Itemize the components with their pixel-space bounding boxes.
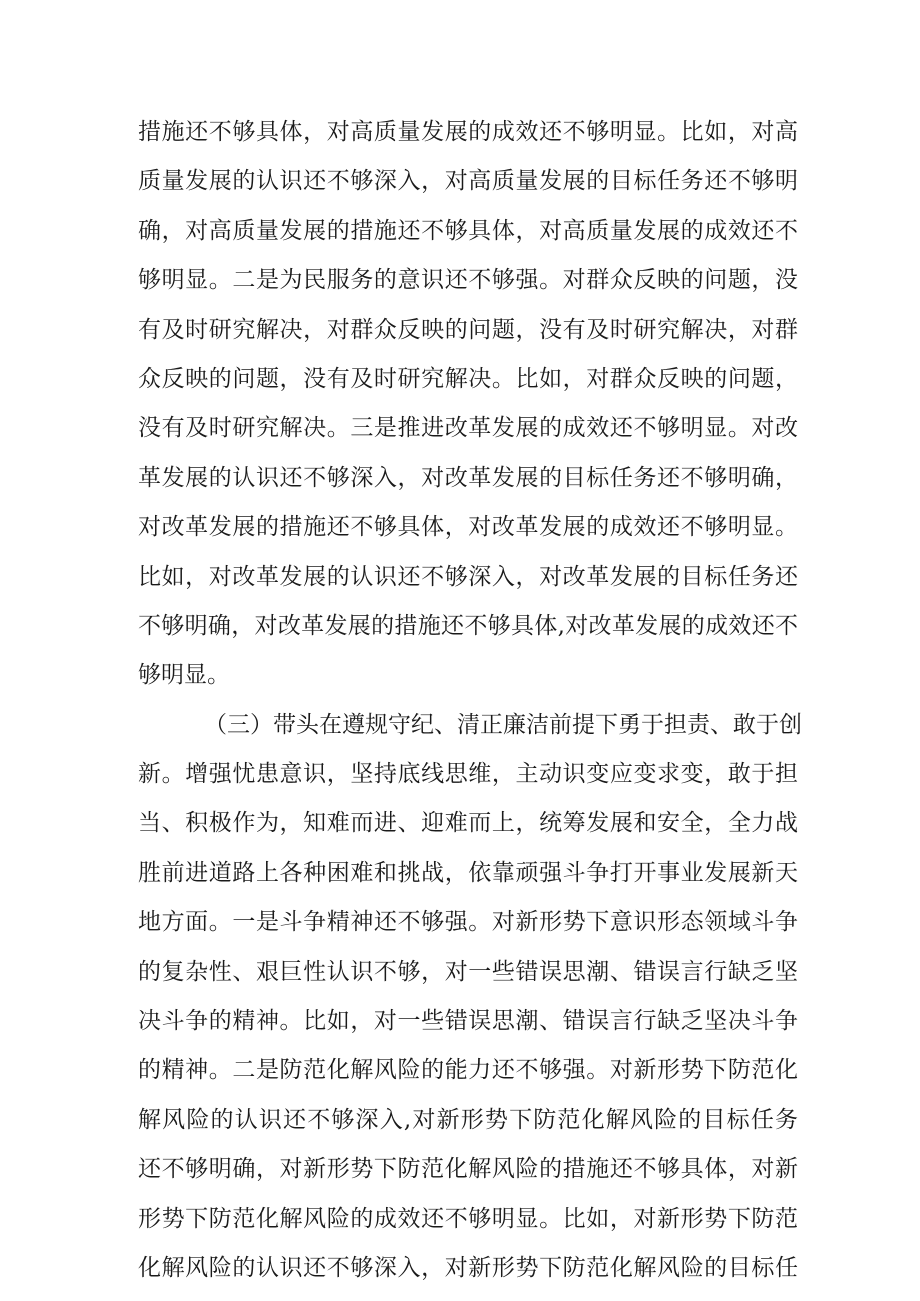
text-line: 有及时研究解决，对群众反映的问题，没有及时研究解决，对群 — [138, 316, 798, 343]
text-line: 比如，对改革发展的认识还不够深入，对改革发展的目标任务还 — [138, 563, 798, 590]
text-line: 胜前进道路上各种困难和挑战，依靠顽强斗争打开事业发展新天 — [138, 859, 798, 886]
text-line: 还不够明确，对新形势下防范化解风险的措施还不够具体，对新 — [138, 1156, 798, 1183]
text-line: 确，对高质量发展的措施还不够具体，对高质量发展的成效还不 — [138, 217, 798, 244]
text-line: 没有及时研究解决。三是推进改革发展的成效还不够明显。对改 — [138, 415, 798, 442]
text-line: 当、积极作为，知难而进、迎难而上，统筹发展和安全，全力战 — [138, 810, 798, 837]
text-line: 新。增强忧患意识，坚持底线思维，主动识变应变求变，敢于担 — [138, 761, 798, 788]
text-line: 众反映的问题，没有及时研究解决。比如，对群众反映的问题， — [138, 365, 798, 392]
text-line: 解风险的认识还不够深入,对新形势下防范化解风险的目标任务 — [138, 1106, 798, 1133]
text-line: 措施还不够具体，对高质量发展的成效还不够明显。比如，对高 — [138, 119, 798, 145]
text-line: （三）带头在遵规守纪、清正廉洁前提下勇于担责、敢于创 — [204, 711, 802, 738]
text-line: 够明显。二是为民服务的意识还不够强。对群众反映的问题，没 — [138, 267, 798, 294]
text-line: 决斗争的精神。比如，对一些错误思潮、错误言行缺乏坚决斗争 — [138, 1008, 798, 1035]
body-text — [138, 108, 802, 1293]
text-line: 地方面。一是斗争精神还不够强。对新形势下意识形态领域斗争 — [138, 909, 798, 936]
text-line: 的精神。二是防范化解风险的能力还不够强。对新形势下防范化 — [138, 1057, 798, 1084]
paragraph-1 — [138, 108, 798, 701]
text-line: 质量发展的认识还不够深入，对高质量发展的目标任务还不够明 — [138, 168, 798, 195]
text-line: 革发展的认识还不够深入，对改革发展的目标任务还不够明确， — [138, 464, 798, 491]
text-line: 化解风险的认识还不够深入，对新形势下防范化解风险的目标任 — [138, 1254, 798, 1281]
text-line: 的复杂性、艰巨性认识不够，对一些错误思潮、错误言行缺乏坚 — [138, 958, 798, 985]
text-line: 形势下防范化解风险的成效还不够明显。比如，对新形势下防范 — [138, 1205, 798, 1232]
text-line: 够明显。 — [138, 662, 230, 689]
paragraph-2 — [138, 701, 802, 1294]
text-line: 对改革发展的措施还不够具体，对改革发展的成效还不够明显。 — [138, 514, 798, 541]
text-line: 不够明确，对改革发展的措施还不够具体,对改革发展的成效还不 — [138, 612, 798, 639]
